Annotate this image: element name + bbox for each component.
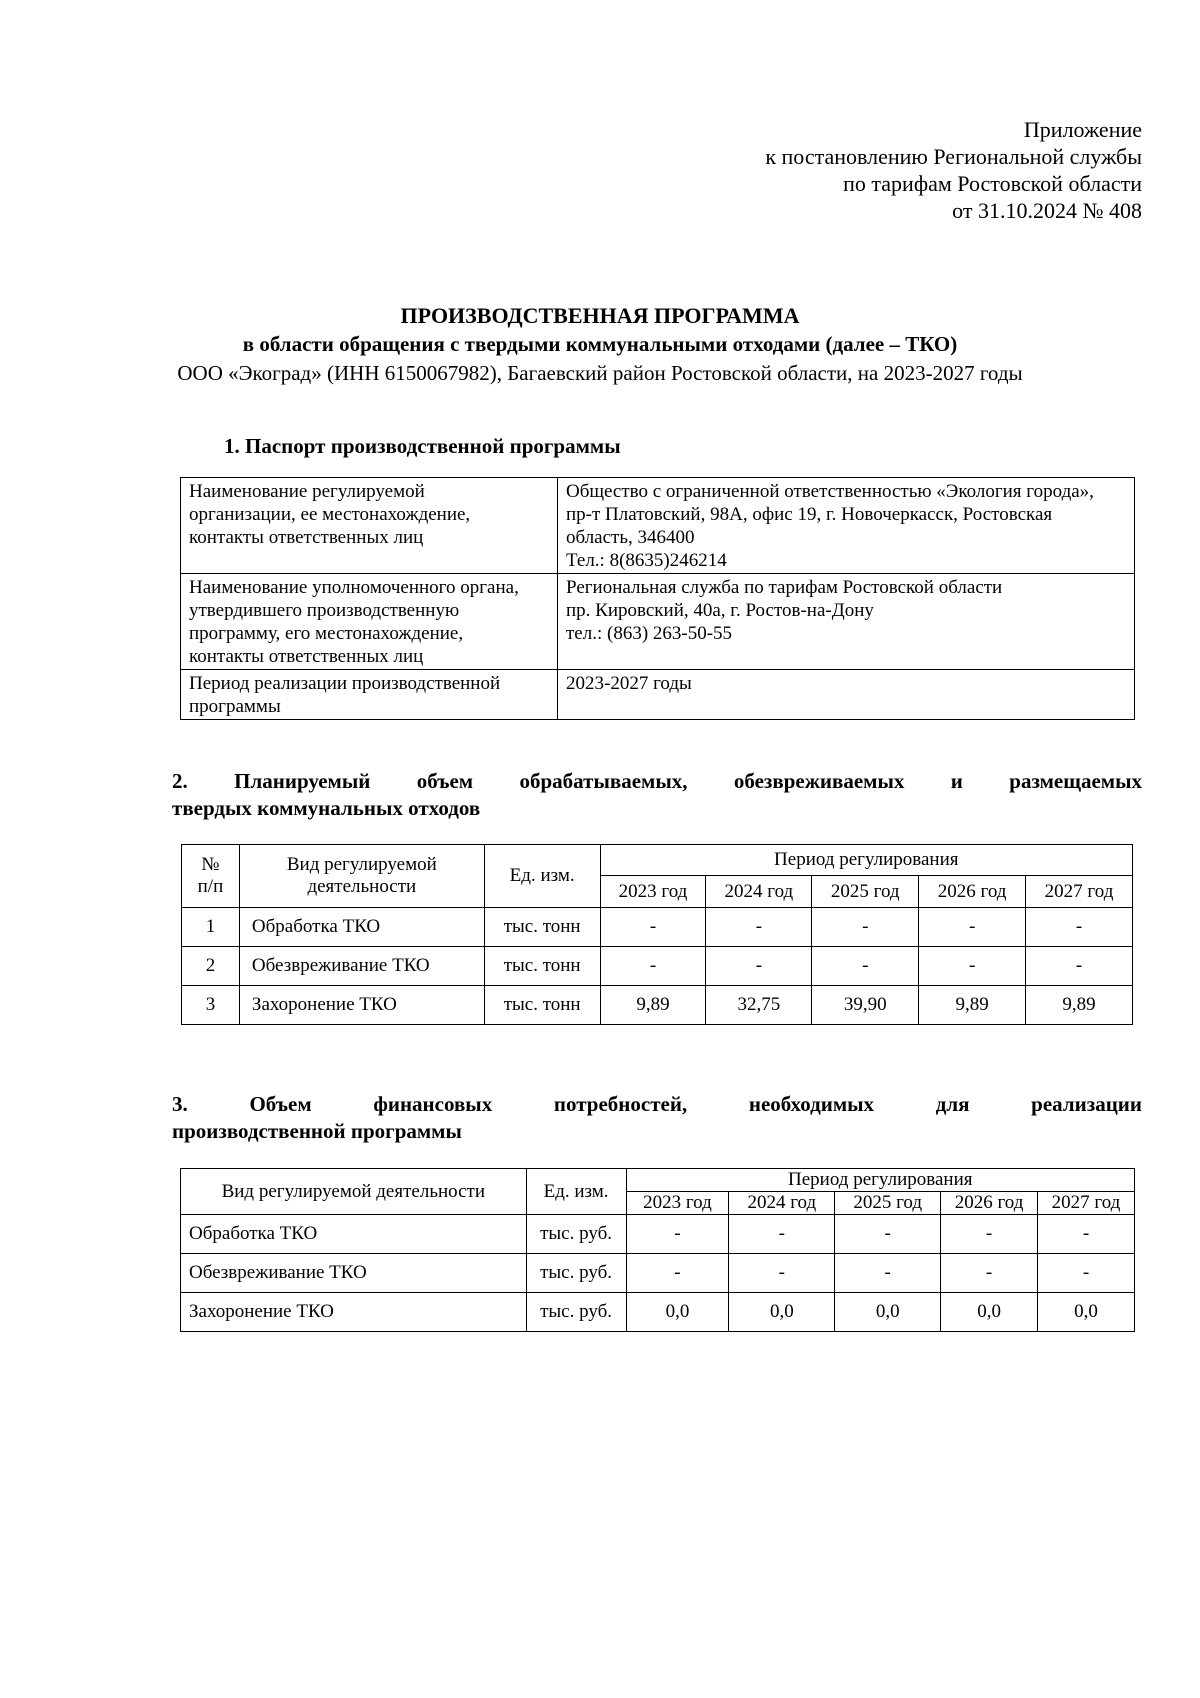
- row-value: 9,89: [600, 986, 706, 1025]
- passport-label-cell: [181, 478, 558, 574]
- row-unit: тыс. тонн: [484, 947, 600, 986]
- passport-table: [180, 477, 1135, 720]
- section-3-heading-cont: производственной программы: [172, 1119, 462, 1143]
- row-activity: Обработка ТКО: [239, 908, 484, 947]
- table-row: [182, 947, 1133, 986]
- row-value: -: [919, 908, 1026, 947]
- organization-line: ООО «Экоград» (ИНН 6150067982), Багаевский район Ростовской области, на 2023-2027 годы: [177, 361, 1023, 385]
- row-value: 0,0: [835, 1293, 941, 1332]
- passport-label-line: программы: [189, 696, 281, 717]
- passport-value-line: 2023-2027 годы: [566, 673, 692, 694]
- passport-value-line: область, 346400: [566, 527, 695, 548]
- row-number: 3: [182, 986, 240, 1025]
- table-row: [181, 1254, 1135, 1293]
- appendix-header: [765, 116, 1142, 224]
- row-value: -: [1026, 947, 1133, 986]
- row-unit: тыс. тонн: [484, 908, 600, 947]
- row-value: -: [626, 1215, 729, 1254]
- table-row: [181, 574, 1135, 670]
- table-row: [182, 908, 1133, 947]
- passport-label-line: организации, ее местонахождение,: [189, 504, 471, 525]
- row-value: -: [729, 1215, 835, 1254]
- column-header-unit: Ед. изм.: [484, 845, 600, 908]
- column-header-activity: Вид регулируемой деятельности: [181, 1169, 527, 1215]
- volume-table: [181, 844, 1133, 1025]
- row-unit: тыс. руб.: [526, 1293, 626, 1332]
- passport-value-line: Общество с ограниченной ответственностью «Экология города»,: [566, 481, 1094, 502]
- row-value: 32,75: [706, 986, 812, 1025]
- passport-label-line: Период реализации производственной: [189, 673, 501, 694]
- section-2-heading: [172, 768, 1142, 795]
- column-header-number: № п/п: [182, 845, 240, 908]
- row-value: 0,0: [729, 1293, 835, 1332]
- column-header-activity: Вид регулируемой деятельности: [239, 845, 484, 908]
- passport-label-cell: [181, 574, 558, 670]
- row-activity: Захоронение ТКО: [181, 1293, 527, 1332]
- row-value: 0,0: [1038, 1293, 1135, 1332]
- row-value: 9,89: [1026, 986, 1133, 1025]
- passport-label-line: Наименование уполномоченного органа,: [189, 577, 519, 598]
- row-value: -: [1026, 908, 1133, 947]
- section-3-heading: [172, 1091, 1142, 1118]
- passport-value-cell: [558, 574, 1135, 670]
- passport-label-line: Наименование регулируемой: [189, 481, 425, 502]
- passport-value-line: Тел.: 8(8635)246214: [566, 550, 727, 571]
- passport-value-line: пр-т Платовский, 98А, офис 19, г. Новочеркасск, Ростовская: [566, 504, 1053, 525]
- row-value: -: [1038, 1215, 1135, 1254]
- year-header: 2023 год: [600, 876, 706, 908]
- row-activity: Обезвреживание ТКО: [181, 1254, 527, 1293]
- year-header: 2027 год: [1038, 1192, 1135, 1215]
- year-header: 2024 год: [706, 876, 812, 908]
- row-value: -: [812, 947, 919, 986]
- section-1-heading: 1. Паспорт производственной программы: [224, 434, 621, 458]
- row-unit: тыс. руб.: [526, 1254, 626, 1293]
- passport-value-cell: [558, 478, 1135, 574]
- row-number: 2: [182, 947, 240, 986]
- table-row: [181, 670, 1135, 720]
- row-activity: Захоронение ТКО: [239, 986, 484, 1025]
- year-header: 2027 год: [1026, 876, 1133, 908]
- row-value: -: [706, 947, 812, 986]
- row-value: 39,90: [812, 986, 919, 1025]
- page-subtitle: в области обращения с твердыми коммунальными отходами (далее – ТКО): [242, 332, 958, 356]
- table-row: [181, 1293, 1135, 1332]
- year-header: 2023 год: [626, 1192, 729, 1215]
- column-header-period: Период регулирования: [626, 1169, 1134, 1192]
- row-unit: тыс. тонн: [484, 986, 600, 1025]
- passport-value-line: пр. Кировский, 40а, г. Ростов-на-Дону: [566, 600, 874, 621]
- document-title: [0, 302, 1200, 388]
- passport-value-line: тел.: (863) 263-50-55: [566, 623, 733, 644]
- year-header: 2026 год: [941, 1192, 1038, 1215]
- row-activity: Обработка ТКО: [181, 1215, 527, 1254]
- page-title: ПРОИЗВОДСТВЕННАЯ ПРОГРАММА: [400, 303, 800, 328]
- row-value: 9,89: [919, 986, 1026, 1025]
- row-number: 1: [182, 908, 240, 947]
- row-value: -: [626, 1254, 729, 1293]
- year-header: 2024 год: [729, 1192, 835, 1215]
- passport-label-cell: [181, 670, 558, 720]
- row-value: -: [941, 1254, 1038, 1293]
- row-value: -: [1038, 1254, 1135, 1293]
- passport-label-line: утвердившего производственную: [189, 600, 460, 621]
- passport-label-line: программу, его местонахождение,: [189, 623, 464, 644]
- appendix-line: по тарифам Ростовской области: [843, 171, 1142, 196]
- column-header-period: Период регулирования: [600, 845, 1132, 876]
- row-value: -: [835, 1215, 941, 1254]
- passport-label-line: контакты ответственных лиц: [189, 527, 424, 548]
- row-value: -: [729, 1254, 835, 1293]
- column-header-unit: Ед. изм.: [526, 1169, 626, 1215]
- table-row: [181, 1215, 1135, 1254]
- passport-value-line: Региональная служба по тарифам Ростовской области: [566, 577, 1003, 598]
- appendix-line: к постановлению Региональной службы: [765, 144, 1142, 169]
- section-2-heading-line: 2. Планируемый объем обрабатываемых, обезвреживаемых и размещаемых: [172, 769, 1142, 793]
- year-header: 2025 год: [812, 876, 919, 908]
- row-value: 0,0: [626, 1293, 729, 1332]
- section-2-heading-cont: твердых коммунальных отходов: [172, 796, 481, 820]
- year-header: 2025 год: [835, 1192, 941, 1215]
- appendix-date-number: от 31.10.2024 № 408: [952, 198, 1142, 223]
- finance-table: [180, 1168, 1135, 1332]
- passport-label-line: контакты ответственных лиц: [189, 646, 424, 667]
- passport-value-cell: [558, 670, 1135, 720]
- table-row: [181, 478, 1135, 574]
- row-value: 0,0: [941, 1293, 1038, 1332]
- section-3-heading-line: 3. Объем финансовых потребностей, необходимых для реализации: [172, 1092, 1142, 1116]
- row-value: -: [600, 908, 706, 947]
- appendix-line: Приложение: [1023, 117, 1142, 142]
- row-value: -: [941, 1215, 1038, 1254]
- row-value: -: [706, 908, 812, 947]
- year-header: 2026 год: [919, 876, 1026, 908]
- table-row: [182, 986, 1133, 1025]
- row-value: -: [919, 947, 1026, 986]
- row-value: -: [812, 908, 919, 947]
- row-value: -: [835, 1254, 941, 1293]
- row-unit: тыс. руб.: [526, 1215, 626, 1254]
- row-activity: Обезвреживание ТКО: [239, 947, 484, 986]
- row-value: -: [600, 947, 706, 986]
